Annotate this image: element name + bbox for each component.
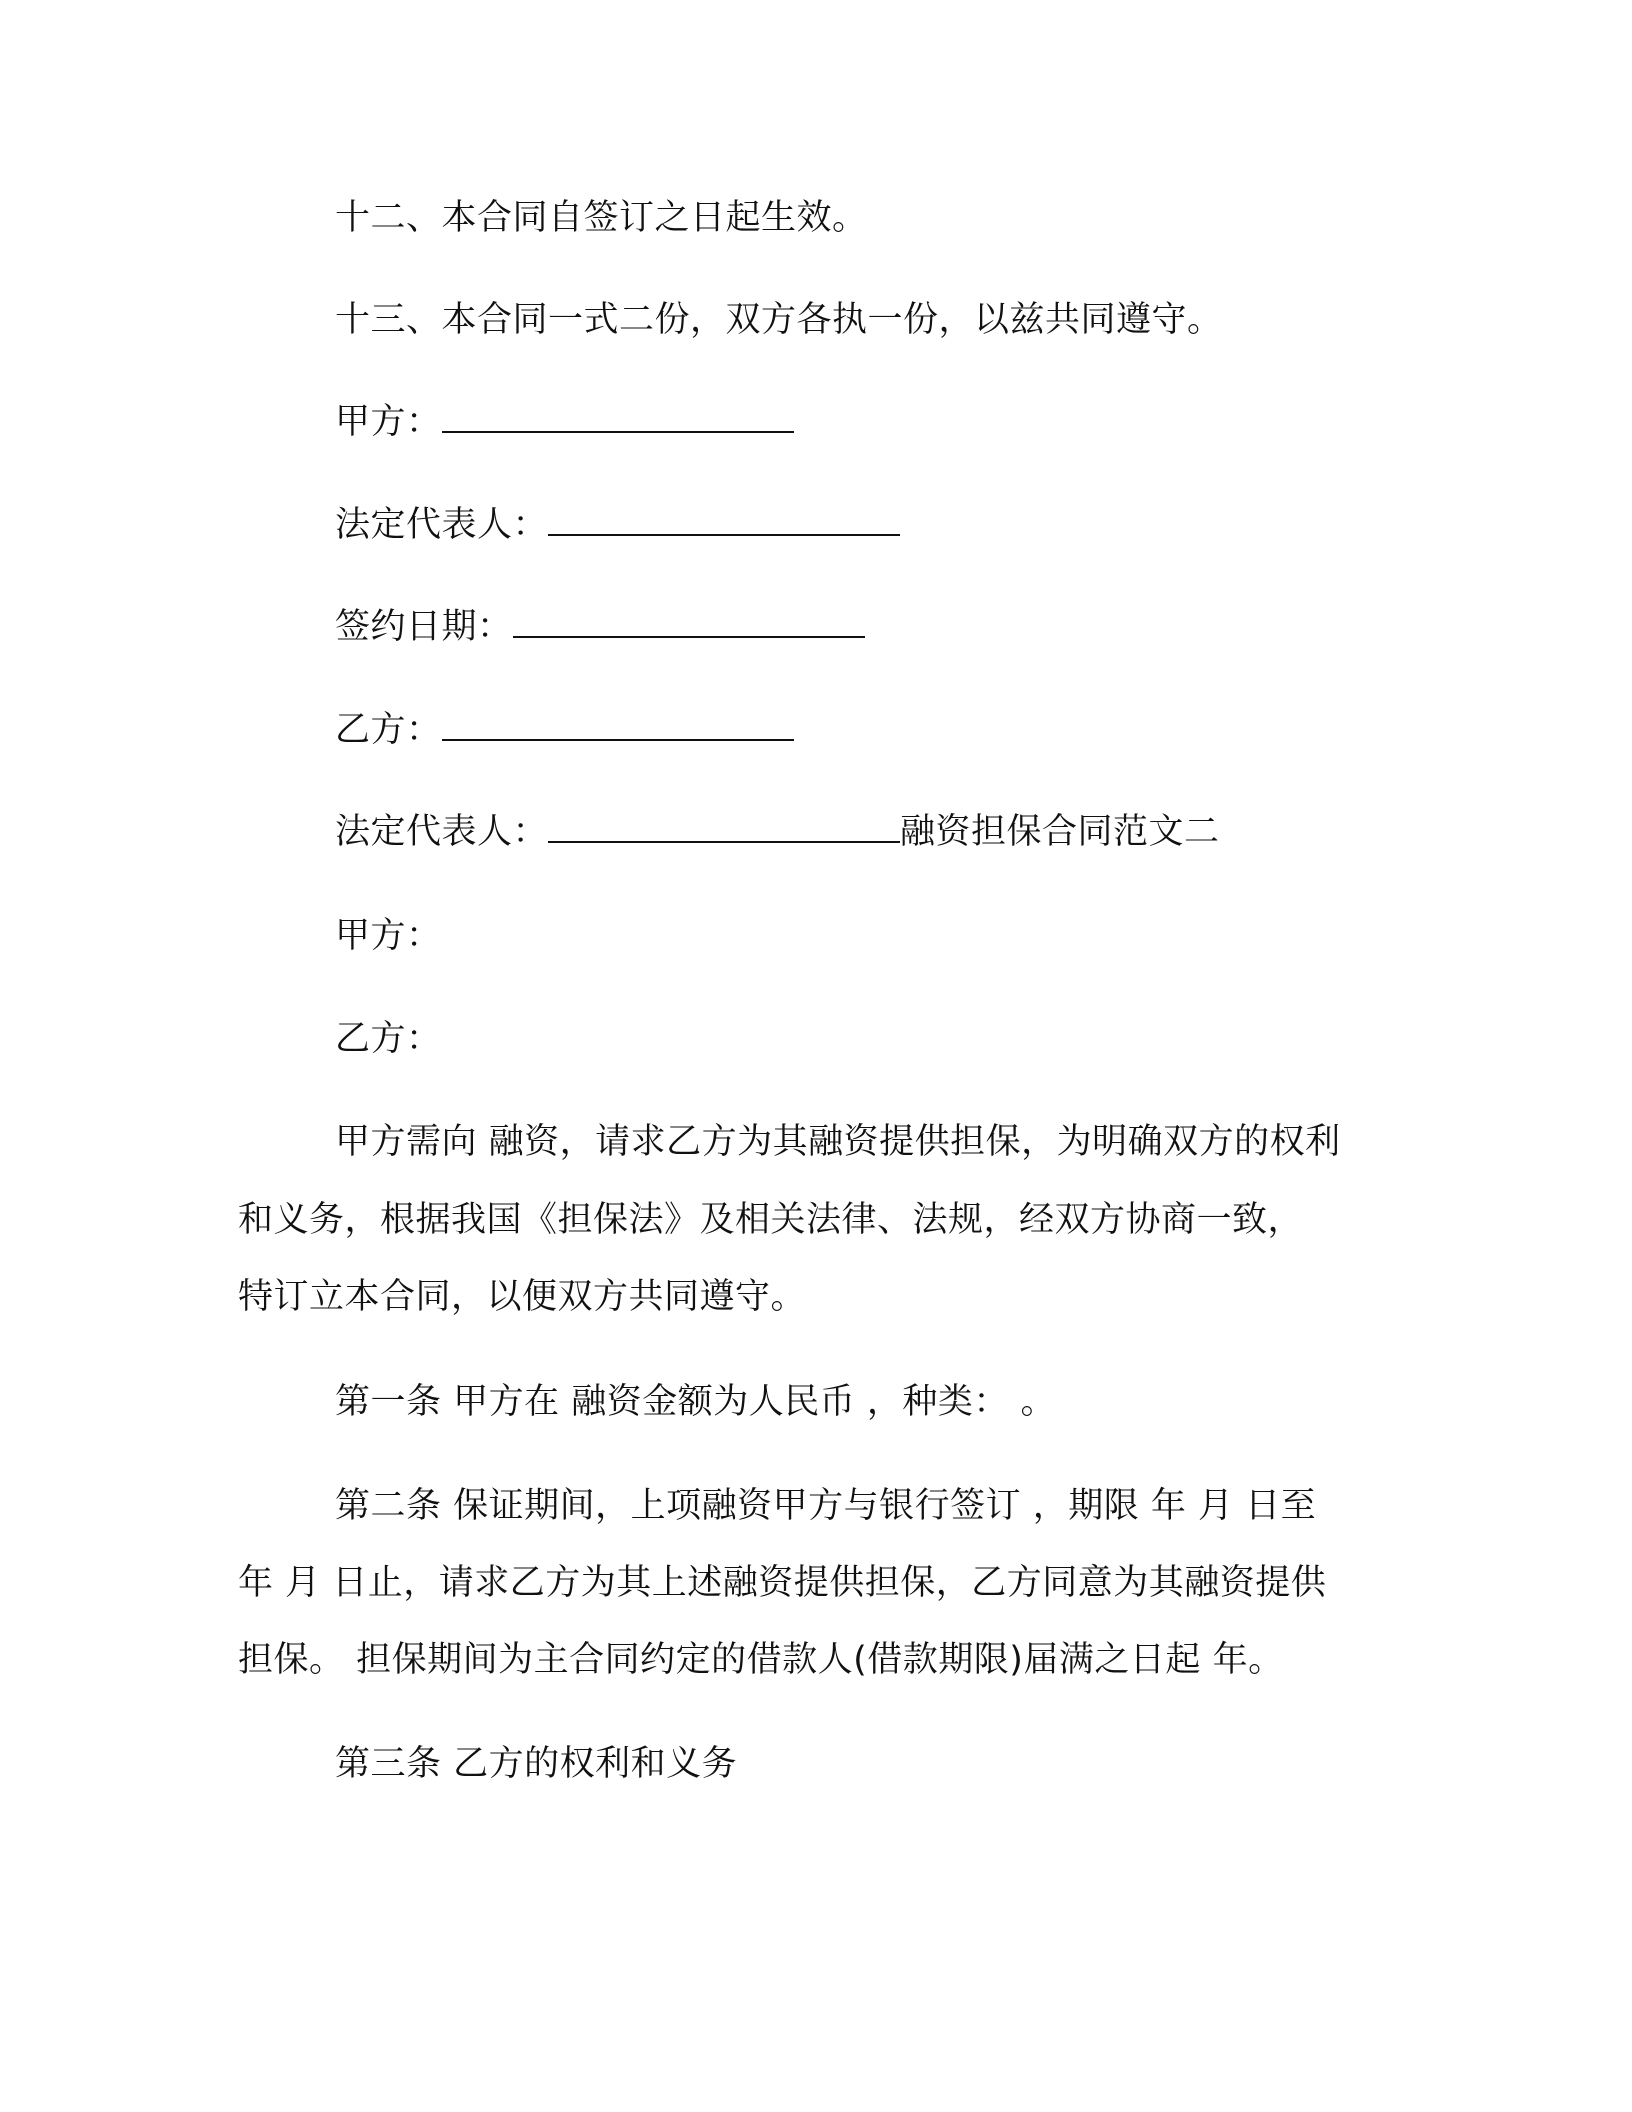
legal-rep-blank-2 [548, 811, 900, 843]
clause-13: 十三、本合同一式二份，双方各执一份，以兹共同遵守。 [335, 300, 1223, 340]
sign-date-line [335, 605, 865, 649]
article-3-heading: 第三条 乙方的权利和义务 [335, 1744, 738, 1784]
next-contract-title: 融资担保合同范文二 [900, 812, 1220, 852]
article-2-line-3: 担保。 担保期间为主合同约定的借款人(借款期限)届满之日起 年。 [238, 1640, 1284, 1680]
party-a-blank [442, 401, 794, 433]
sign-date-blank [513, 606, 865, 638]
legal-rep-signature-line-1 [335, 503, 900, 547]
legal-rep-blank-1 [548, 504, 900, 536]
preamble-line-1: 甲方需向 融资，请求乙方为其融资提供担保，为明确双方的权利 [335, 1122, 1341, 1162]
contract2-party-a: 甲方： [335, 916, 442, 956]
party-b-signature-line [335, 708, 794, 752]
preamble-line-3: 特订立本合同，以便双方共同遵守。 [238, 1277, 807, 1317]
party-b-blank [442, 709, 794, 741]
legal-rep-signature-line-2 [335, 810, 1220, 854]
party-a-signature-line [335, 400, 794, 444]
contract2-party-b: 乙方： [335, 1019, 442, 1059]
clause-12: 十二、本合同自签订之日起生效。 [335, 198, 868, 238]
preamble-line-2: 和义务，根据我国《担保法》及相关法律、法规，经双方协商一致， [238, 1200, 1304, 1240]
party-a-label: 甲方： [335, 402, 442, 442]
sign-date-label: 签约日期： [335, 607, 513, 647]
article-2-line-1: 第二条 保证期间，上项融资甲方与银行签订 ，期限 年 月 日至 [335, 1486, 1317, 1526]
legal-rep-label-2: 法定代表人： [335, 812, 549, 852]
article-2-line-2: 年 月 日止，请求乙方为其上述融资提供担保，乙方同意为其融资提供 [238, 1563, 1327, 1603]
article-1: 第一条 甲方在 融资金额为人民币 ，种类： 。 [335, 1382, 1057, 1422]
party-b-label: 乙方： [335, 710, 442, 750]
legal-rep-label-1: 法定代表人： [335, 505, 549, 545]
